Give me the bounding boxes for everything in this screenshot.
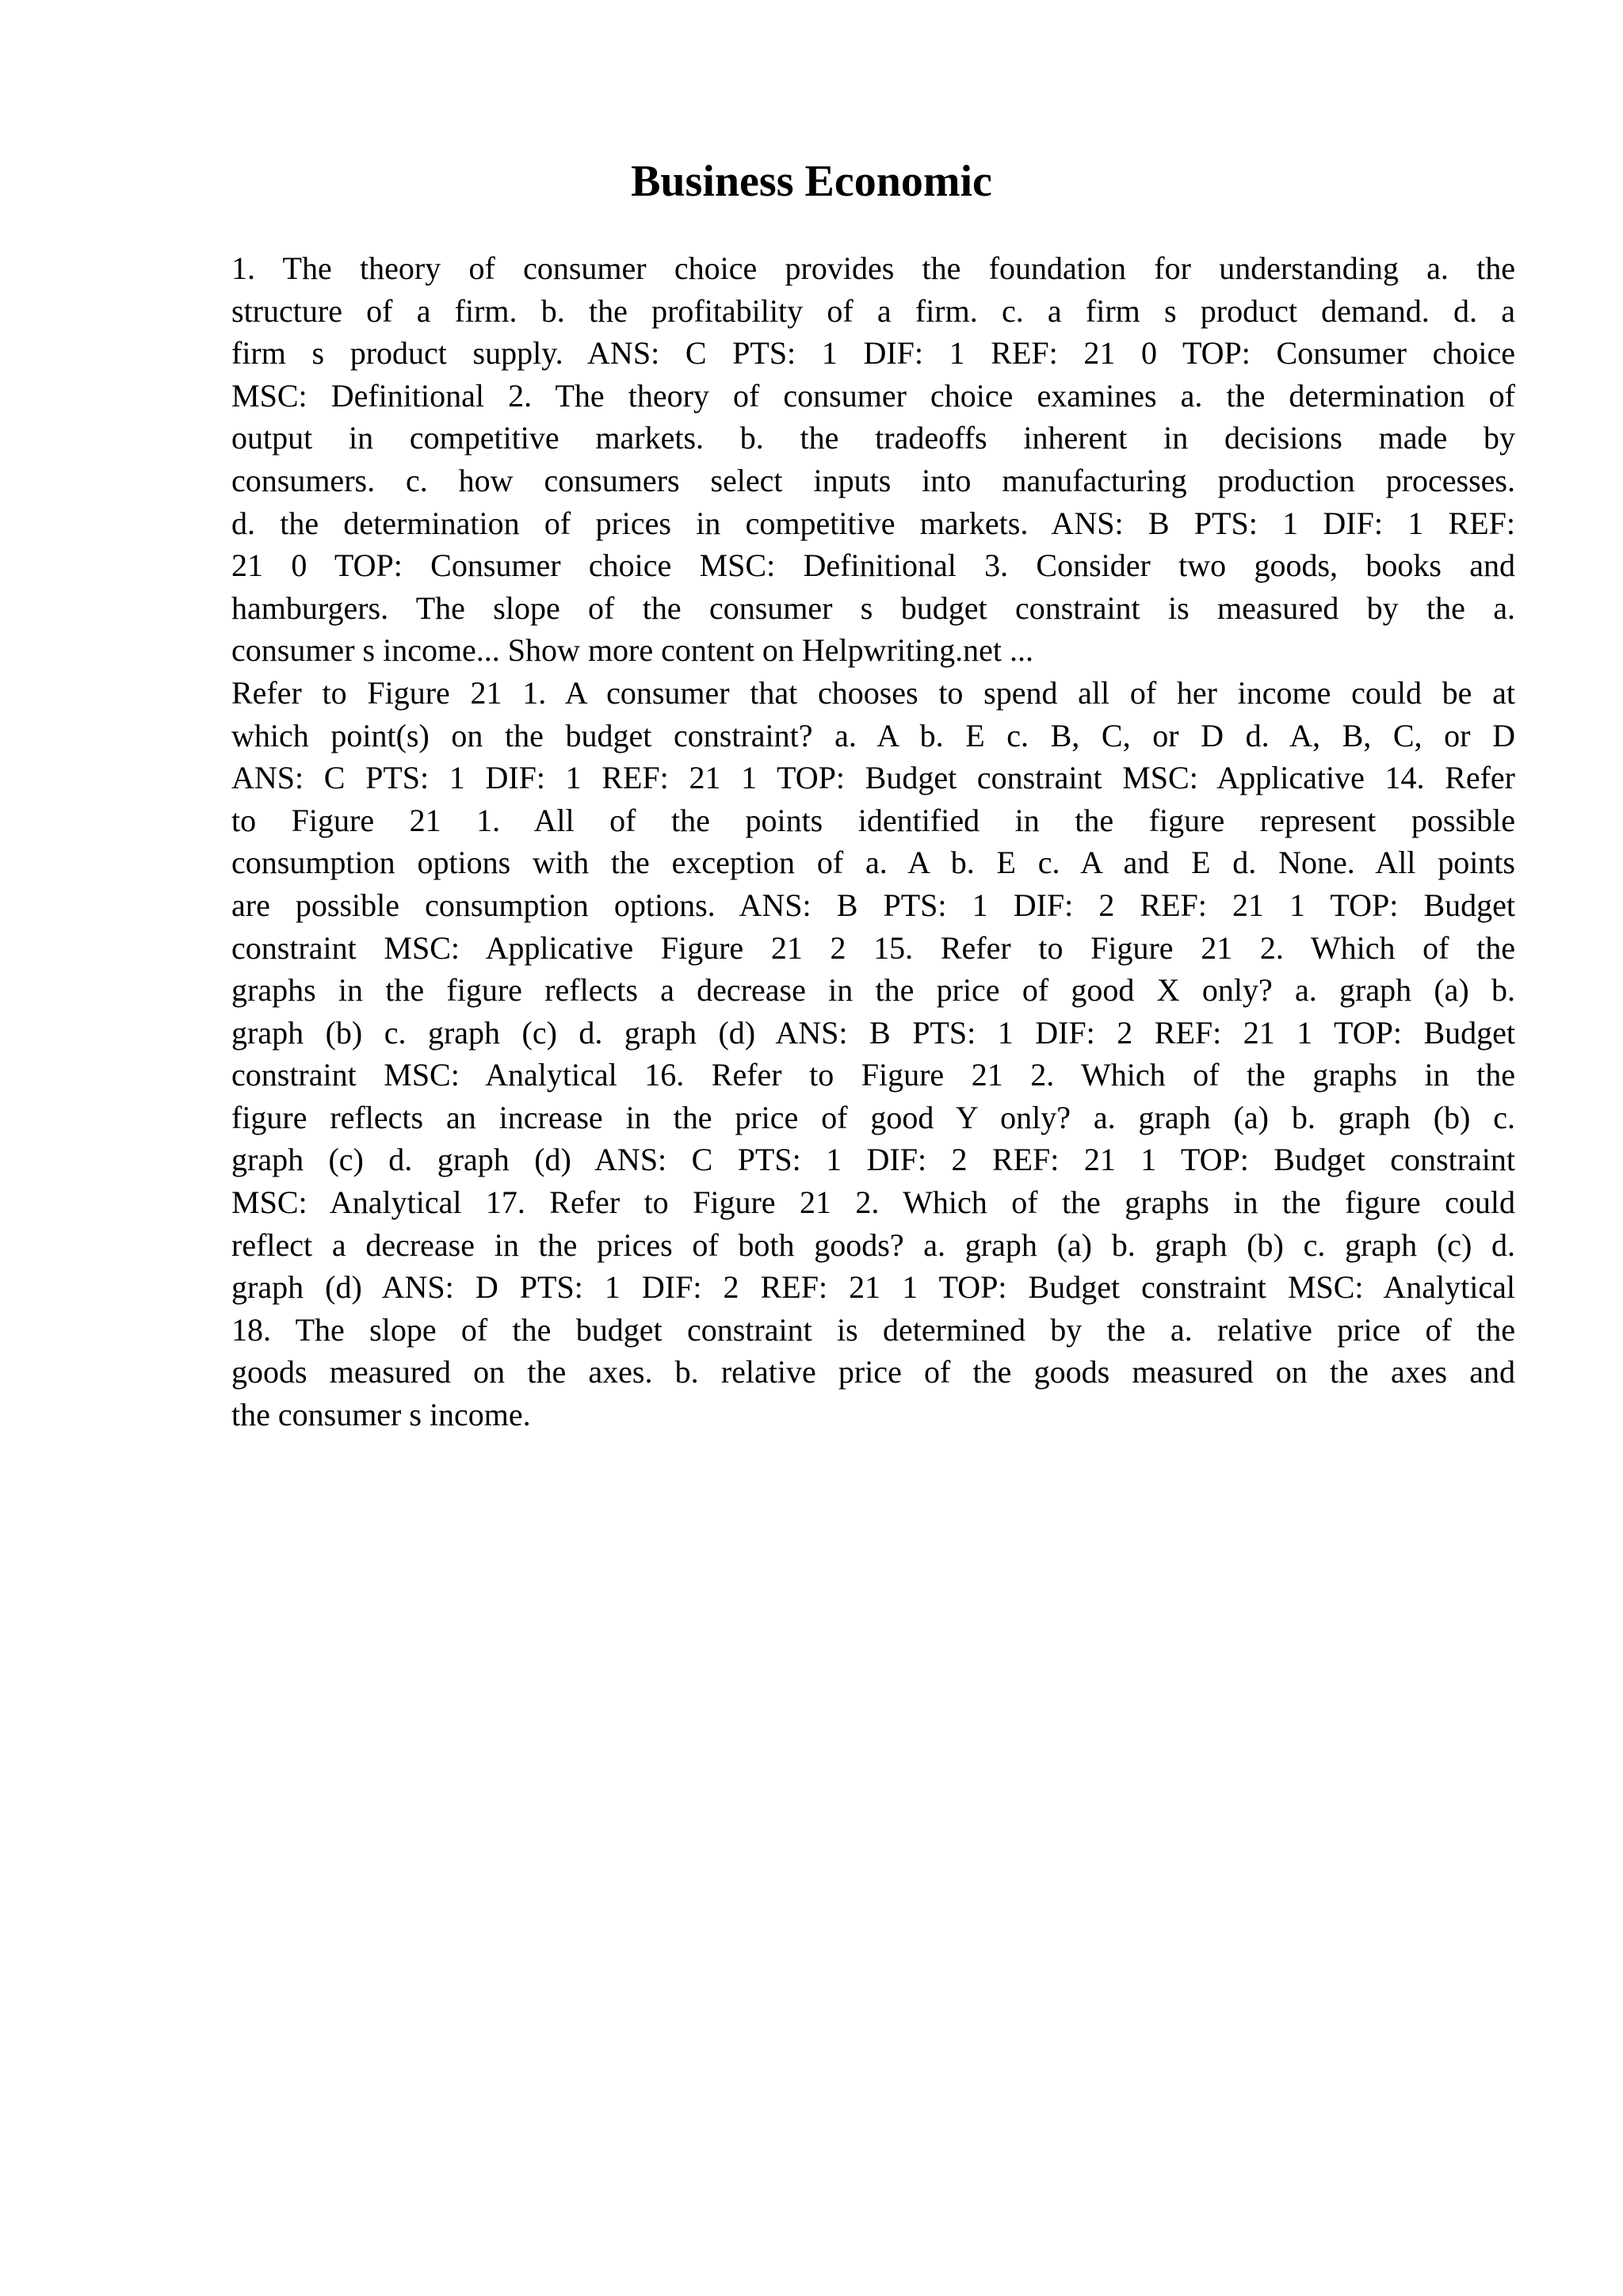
- text-line: MSC: Definitional 2. The theory of consumer choice examines a. the determination of: [231, 377, 1515, 414]
- text-line: 21 0 TOP: Consumer choice MSC: Definitional 3. Consider two goods, books and: [231, 547, 1515, 584]
- text-line: consumer s income... Show more content on Helpwriting.net ...: [231, 632, 1034, 669]
- text-line: are possible consumption options. ANS: B PTS: 1 DIF: 2 REF: 21 1 TOP: Budget: [231, 887, 1515, 923]
- text-line: graph (c) d. graph (d) ANS: C PTS: 1 DIF: 2 REF: 21 1 TOP: Budget constraint: [231, 1142, 1515, 1178]
- text-line: reflect a decrease in the prices of both goods? a. graph (a) b. graph (b) c. graph (c) d.: [231, 1226, 1515, 1263]
- text-line: hamburgers. The slope of the consumer s budget constraint is measured by the a.: [231, 589, 1515, 626]
- text-line: structure of a firm. b. the profitability of a firm. c. a firm s product demand. d. a: [231, 292, 1515, 329]
- text-line: graph (d) ANS: D PTS: 1 DIF: 2 REF: 21 1 TOP: Budget constraint MSC: Analytical: [231, 1269, 1515, 1306]
- text-line: 1. The theory of consumer choice provides the foundation for understanding a. the: [231, 250, 1515, 286]
- text-line: ANS: C PTS: 1 DIF: 1 REF: 21 1 TOP: Budget constraint MSC: Applicative 14. Refer: [231, 760, 1515, 796]
- text-line: to Figure 21 1. All of the points identified in the figure represent possible: [231, 802, 1515, 838]
- text-line: firm s product supply. ANS: C PTS: 1 DIF: 1 REF: 21 0 TOP: Consumer choice: [231, 335, 1515, 372]
- text-line: 18. The slope of the budget constraint is determined by the a. relative price of the: [231, 1311, 1515, 1348]
- body-paragraph: [231, 247, 1515, 672]
- text-line: MSC: Analytical 17. Refer to Figure 21 2. Which of the graphs in the figure could: [231, 1184, 1515, 1221]
- text-line: graph (b) c. graph (c) d. graph (d) ANS: B PTS: 1 DIF: 2 REF: 21 1 TOP: Budget: [231, 1014, 1515, 1051]
- text-line: graphs in the figure reflects a decrease in the price of good X only? a. graph (a) b.: [231, 972, 1515, 1009]
- text-line: Refer to Figure 21 1. A consumer that chooses to spend all of her income could be at: [231, 674, 1515, 711]
- text-line: d. the determination of prices in competitive markets. ANS: B PTS: 1 DIF: 1 REF:: [231, 505, 1515, 541]
- text-line: output in competitive markets. b. the tradeoffs inherent in decisions made by: [231, 420, 1515, 456]
- text-line: constraint MSC: Analytical 16. Refer to Figure 21 2. Which of the graphs in the: [231, 1057, 1515, 1093]
- text-line: constraint MSC: Applicative Figure 21 2 15. Refer to Figure 21 2. Which of the: [231, 929, 1515, 966]
- text-line: goods measured on the axes. b. relative price of the goods measured on the axes and: [231, 1354, 1515, 1390]
- text-line: the consumer s income.: [231, 1397, 531, 1433]
- document-body: [231, 247, 1515, 1436]
- text-line: consumption options with the exception of a. A b. E c. A and E d. None. All points: [231, 845, 1515, 881]
- document-title: Business Economic: [631, 157, 992, 206]
- text-line: figure reflects an increase in the price of good Y only? a. graph (a) b. graph (b) c.: [231, 1099, 1515, 1135]
- text-line: consumers. c. how consumers select inputs into manufacturing production processes.: [231, 462, 1515, 498]
- body-paragraph: [231, 672, 1515, 1436]
- text-line: which point(s) on the budget constraint? a. A b. E c. B, C, or D d. A, B, C, or D: [231, 717, 1515, 753]
